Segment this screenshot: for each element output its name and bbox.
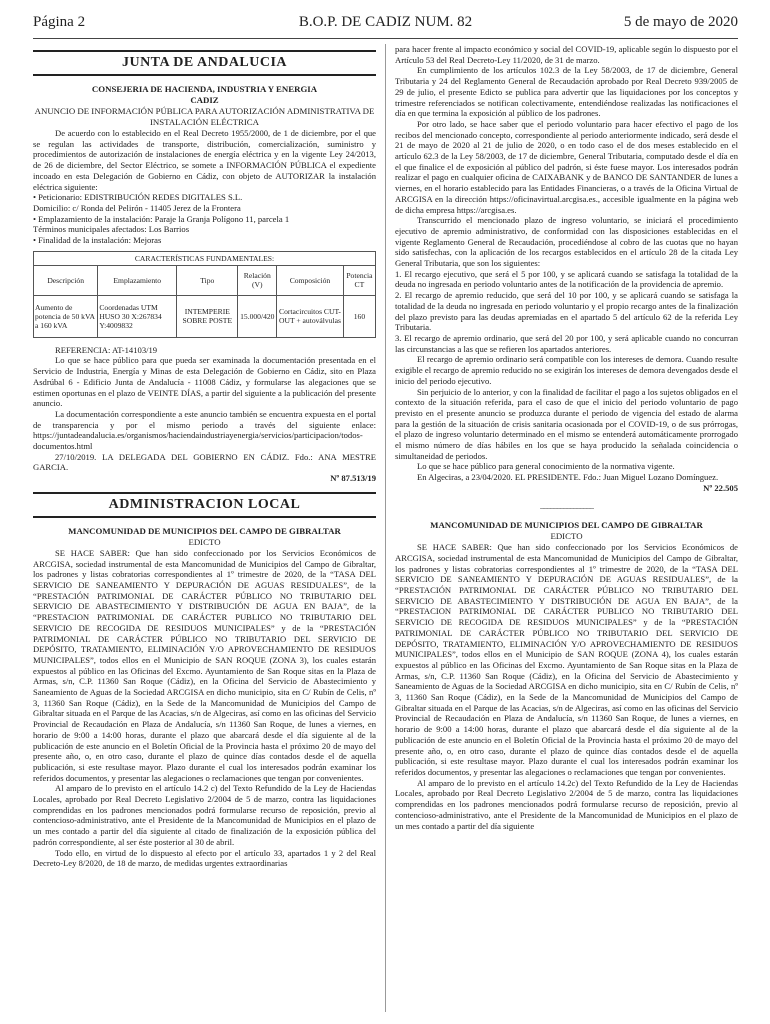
table-title: CARACTERÍSTICAS FUNDAMENTALES: [34, 251, 376, 265]
signature-line: 27/10/2019. LA DELEGADA DEL GOBIERNO EN CÁDIZ. Fdo.: ANA MESTRE GARCIA. [33, 451, 376, 473]
paragraph: para hacer frente al impacto económico y social del COVID-19, aplicable según lo dispuesto por el Artículo 53 del Real Decreto-Ley 11/2020, de 31 de marzo. [395, 44, 738, 65]
paragraph: De acuerdo con lo establecido en el Real Decreto 1955/2000, de 1 de diciembre, por el que se regulan las actividades de transporte, distribución, comercialización, suministro y procedimientos de autorización de instalaciones de energía eléctrica y en la vigente Ley 24/2013, de 26 de diciembre, del Sector Eléctrico, se somete a INFORMACIÓN PÚBLICA el expediente incoado en esta Delegación de Gobierno en Cádiz, con objeto de AUTORIZAR la instalación eléctrica siguiente: [33, 128, 376, 192]
table-header: Tipo [177, 265, 238, 295]
characteristics-table [33, 251, 376, 338]
referencia-line: REFERENCIA: AT-14103/19 [55, 344, 158, 355]
table-header: Potencia CT [343, 265, 375, 295]
column-divider [385, 44, 386, 1012]
paragraph: Lo que se hace público para general conocimiento de la normativa vigente. [417, 461, 675, 472]
consejeria-heading: CONSEJERIA DE HACIENDA, INDUSTRIA Y ENERGIA [91, 84, 318, 94]
reference-number: Nº 22.505 [703, 482, 738, 493]
cadiz-heading: CADIZ [190, 95, 219, 105]
paragraph: Al amparo de lo previsto en el artículo 14.2c) del Texto Refundido de la Ley de Haciendas Locales, aprobado por Real Decreto Legislativo 2/2004 de 5 de marzo, contra las liquidaciones comprendidas en los padrones mencionados podrá formularse recurso de reposición, previo al contencioso-administrativo, ante el Presidente de la Mancomunidad de Municipios en el plazo de un mes contado a partir del día siguiente [395, 777, 738, 831]
table-header: Relación (V) [238, 265, 277, 295]
table-header: Descripción [34, 265, 98, 295]
paragraph: Todo ello, en virtud de lo dispuesto al efecto por el artículo 33, apartados 1 y 2 del Real Decreto-Ley 8/2020, de 18 de marzo, de medidas urgentes extraordinarias [33, 847, 376, 869]
table-cell: Coordenadas UTM HUSO 30 X:267834 Y:4009832 [98, 295, 177, 337]
table-header: Composición [277, 265, 344, 295]
table-cell: 160 [343, 295, 375, 337]
header-rule [33, 38, 738, 39]
signature-line: En Algeciras, a 23/04/2020. EL PRESIDENTE. Fdo.: Juan Miguel Lozano Domínguez. [417, 472, 719, 483]
table-cell: Cortacircuitos CUT-OUT + autoválvulas [277, 295, 344, 337]
paragraph: SE HACE SABER: Que han sido confeccionado por los Servicios Económicos de ARCGISA, sociedad instrumental de esta Mancomunidad de Municipios del Campo de Gibraltar, los padrones y listas cobratorias correspondientes al 1º trimestre de 2020, de la “TASA DEL SERVICIO DE SANEAMIENTO Y DEPURACIÓN DE AGUAS RESIDUALES”, de la “PRESTACIÓN PATRIMONIAL DE CARÁCTER PÚBLICO NO TRIBUTARIO DEL SERVICIO DE ABASTECIMIENTO Y DISTRIBUCIÓN DE AGUA EN BAJA”, de la “PRESTACION PATRIMONIAL DE CARÁCTER PUBLICO NO TRIBUTARIO DEL SERVICIO DE RECOGIDA DE RESIDUOS MUNICIPALES” y de la “PRESTACIÓN PATRIMONIAL DE CARÁCTER PÚBLICO NO TRIBUTARIO DEL SERVICIO DE DEPÓSITO, TRATAMIENTO, ELIMINACIÓN Y/O APROVECHAMIENTO DE RESIDUOS MUNICIPALES”, todos ellos en el Municipio de SAN ROQUE (ZONA 4), los cuales estarán expuestos al público en las Oficinas del Excmo. Ayuntamiento de San Roque sitas en la Plaza de Armas, s/n, C.P. 11360 San Roque (Cádiz), en la Oficina del Servicio de Abastecimiento y Saneamiento de Aguas de la Sociedad ARCGISA en dicho municipio, sita en C/ Rubín de Celis, nº 3, 11360 San Roque (Cádiz), en la Sede de la Mancomunidad de Municipios del Campo de Gibraltar situada en el Parque de las Acacias, s/n de Algeciras, así como en las oficinas del Servicio Provincial de Recaudación en Plaza de Andalucía, s/n 11360 San Roque, de lunes a viernes, en horario de 9:00 a 14:00 horas, durante el plazo que abarcará desde el día siguiente al de la publicación de este anuncio en el Boletín Oficial de la Provincia hasta el próximo 20 de mayo del presente año, o, en otro caso, durante el plazo de quince días contados desde el de aquella publicación, si este resultase mayor. Plazo durante el cual los interesados podrán examinar los referidos documentos, y presentar las alegaciones o reclamaciones que tengan por convenientes. [395, 542, 738, 777]
paragraph: Lo que se hace público para que pueda ser examinada la documentación presentada en el Servicio de Industria, Energía y Minas de esta Delegación de Gobierno en Cádiz, sito en Plaza Asdrúbal 6 - Edificio Junta de Andalucía - 11008 Cádiz, y formularse las alegaciones que se estimen oportunas en el plazo de VEINTE DÍAS, a partir del siguiente a la publicación del presente anuncio. [33, 355, 376, 409]
terminos-line: Términos municipales afectados: Los Barrios [33, 224, 190, 235]
paragraph: En cumplimiento de los artículos 102.3 de la Ley 58/2003, de 17 de diciembre, General Tributaria y 24 del Reglamento General de Recaudación aprobado por Real Decreto 939/2005 de 29 de julio, el presente Edicto se publica para advertir que las liquidaciones por los conceptos y trimestre referenciados se notifican colectivamente, entendiéndose realizadas las notificaciones el día en que termina la exposición al público de los padrones. [395, 65, 738, 119]
edicto-heading: EDICTO [550, 531, 583, 542]
paragraph: 2. El recargo de apremio reducido, que será del 10 por 100, y se aplicará cuando se satisfaga la totalidad de la deuda no ingresada en periodo voluntario y el propio recargo antes de la finalización del plazo previsto para las deudas apremiadas en el apartado 5 del artículo 62 de la referida Ley Tributaria. [395, 290, 738, 333]
finalidad-line: • Finalidad de la instalación: Mejoras [33, 235, 162, 246]
peticionario-line: • Peticionario: EDISTRIBUCIÓN REDES DIGITALES S.L. [33, 192, 243, 203]
table-cell: 15.000/420 [238, 295, 277, 337]
anuncio-heading: ANUNCIO DE INFORMACIÓN PÚBLICA PARA AUTORIZACIÓN ADMINISTRATIVA DE INSTALACIÓN ELÉCTRICA [34, 106, 375, 127]
paragraph: Por otro lado, se hace saber que el periodo voluntario para hacer efectivo el pago de los recibos del mencionado concepto, correspondiente al periodo anteriormente indicado, será desde el 21 de mayo de 2020 al 21 de julio de 2020, o en todo caso el de dos meses establecido en el artículo 62.3 de la Ley 58/2003, de 17 de diciembre, General Tributaria, computado desde el día en el que finalice el de exposición al público del padrón, si éste fuese mayor. Los interesados podrán realizar el pago en cualquier oficina de CAIXABANK y de BANCO DE SANTANDER de lunes a viernes, en el horario establecido para las Entidades Financieras, o a través de la Oficina Virtual de ARCGISA en la dirección https://oficinavirtual.arcgisa.es., accesible igualmente en la página web de dicha empresa https://arcgisa.es. [395, 118, 738, 215]
paragraph: SE HACE SABER: Que han sido confeccionado por los Servicios Económicos de ARCGISA, sociedad instrumental de esta Mancomunidad de Municipios del Campo de Gibraltar, los padrones y listas cobratorias correspondientes al 1º trimestre de 2020, de la “TASA DEL SERVICIO DE SANEAMIENTO Y DEPURACIÓN DE AGUAS RESIDUALES”, de la “PRESTACIÓN PATRIMONIAL DE CARÁCTER PÚBLICO NO TRIBUTARIO DEL SERVICIO DE ABASTECIMIENTO Y DISTRIBUCIÓN DE AGUA EN BAJA”, de la “PRESTACION PATRIMONIAL DE CARÁCTER PUBLICO NO TRIBUTARIO DEL SERVICIO DE RECOGIDA DE RESIDUOS MUNICIPALES” y de la “PRESTACIÓN PATRIMONIAL DE CARÁCTER PÚBLICO NO TRIBUTARIO DEL SERVICIO DE DEPÓSITO, TRATAMIENTO, ELIMINACIÓN Y/O APROVECHAMIENTO DE RESIDUOS MUNICIPALES”, todos ellos en el Municipio de SAN ROQUE (ZONA 3), los cuales estarán expuestos al público en las Oficinas del Excmo. Ayuntamiento de San Roque sitas en la Plaza de Armas, s/n, C.P. 11360 San Roque (Cádiz), en la Oficina del Servicio de Abastecimiento y Saneamiento de Aguas de la Sociedad ARCGISA en dicho municipio, sita en C/ Rubín de Celis, nº 3, 11360 San Roque (Cádiz), en la Sede de la Mancomunidad de Municipios del Campo de Gibraltar situada en el Parque de las Acacias, s/n de Algeciras, así como en las oficinas del Servicio Provincial de Recaudación en Plaza de Andalucía, s/n 11360 San Roque, de lunes a viernes, en horario de 9:00 a 14:00 horas, durante el plazo que abarcará desde el día siguiente al de la publicación de este anuncio en el Boletín Oficial de la Provincia hasta el próximo 20 de mayo del presente año, o, en otro caso, durante el plazo de quince días contados desde el de aquella publicación, si este resultase mayor. Plazo durante el cual los interesados podrán examinar los referidos documentos, y presentar las alegaciones o reclamaciones que tengan por convenientes. [33, 547, 376, 783]
left-column [33, 44, 376, 869]
page-number: Página 2 [33, 14, 86, 30]
domicilio-line: Domicilio: c/ Ronda del Pelirón - 11405 Jerez de la Frontera [33, 202, 241, 213]
section-administracion-local: ADMINISTRACION LOCAL [33, 492, 376, 518]
paragraph: Transcurrido el mencionado plazo de ingreso voluntario, se iniciará el procedimiento ejecutivo de apremio administrativo, de conformidad con las disposiciones establecidas en el vigente Reglamento General de Recaudación, procediéndose al cobro de las cuotas que no hayan sido satisfechas, con la aplicación de los recargos establecidos en el artículo 28 de la citada Ley General Tributaria, que son los siguientes: [395, 215, 738, 269]
paragraph: El recargo de apremio ordinario será compatible con los intereses de demora. Cuando resulte exigible el recargo de apremio reducido no se exigirán los intereses de demora devengados desde el inicio del periodo ejecutivo. [395, 354, 738, 386]
table-cell: INTEMPERIE SOBRE POSTE [177, 295, 238, 337]
page-header [33, 14, 738, 34]
paragraph: Sin perjuicio de lo anterior, y con la finalidad de facilitar el pago a los sujetos obligados en el contexto de la situación referida, para el caso de que el inicio del periodo voluntario de pago previsto en el presente anuncio se produzca durante el periodo de vigencia del estado de alarma para la gestión de la situación de crisis sanitaria ocasionada por el COVID-19, o de sus prórrogas, el plazo de ingreso voluntario determinado en el mismo se entenderá automáticamente prorrogado el mismo número de días hábiles en los que se haya producido la señalada coincidencia o simultaneidad de periodos. [395, 386, 738, 461]
section-junta-andalucia: JUNTA DE ANDALUCIA [33, 50, 376, 76]
right-column [395, 44, 738, 831]
emplazamiento-line: • Emplazamiento de la instalación: Paraje la Granja Polígono 11, parcela 1 [33, 213, 290, 224]
mancomunidad-heading: MANCOMUNIDAD DE MUNICIPIOS DEL CAMPO DE GIBRALTAR [68, 525, 341, 536]
paragraph: La documentación correspondiente a este anuncio también se encuentra expuesta en el portal de transparencia y por el mismo periodo a través del siguiente enlace: https://juntadeandalucia.es/organismos/haciendaindustriayenergia/servicios/participacion/todos-documentos.html [33, 408, 376, 452]
journal-title: B.O.P. DE CADIZ NUM. 82 [298, 14, 473, 30]
issue-date: 5 de mayo de 2020 [623, 14, 738, 30]
reference-number: Nº 87.513/19 [330, 473, 376, 484]
separator: ________________ [540, 499, 593, 510]
table-header: Emplazamiento [98, 265, 177, 295]
paragraph: Al amparo de lo previsto en el artículo 14.2 c) del Texto Refundido de la Ley de Haciendas Locales, aprobado por Real Decreto Legislativo 2/2004 de 5 de marzo, contra las liquidaciones comprendidas en los padrones mencionados podrá formularse recurso de reposición, previo al contencioso-administrativo, ante el Presidente de la Mancomunidad de Municipios en el plazo de un mes contado a partir del día siguiente al citado de finalización de la exposición pública del padrón correspondiente, al ser éste posterior al 30 de abril. [33, 783, 376, 847]
paragraph: 3. El recargo de apremio ordinario, que será del 20 por 100, y será aplicable cuando no concurran las circunstancias a las que se refieren los apartados anteriores. [395, 332, 738, 354]
table-cell: Aumento de potencia de 50 kVA a 160 kVA [34, 295, 98, 337]
mancomunidad-heading: MANCOMUNIDAD DE MUNICIPIOS DEL CAMPO DE GIBRALTAR [430, 520, 703, 531]
paragraph: 1. El recargo ejecutivo, que será el 5 por 100, y se aplicará cuando se satisfaga la totalidad de la deuda no ingresada en periodo voluntario antes de la notificación de la providencia de apremio. [395, 268, 738, 290]
edicto-heading: EDICTO [188, 536, 221, 547]
